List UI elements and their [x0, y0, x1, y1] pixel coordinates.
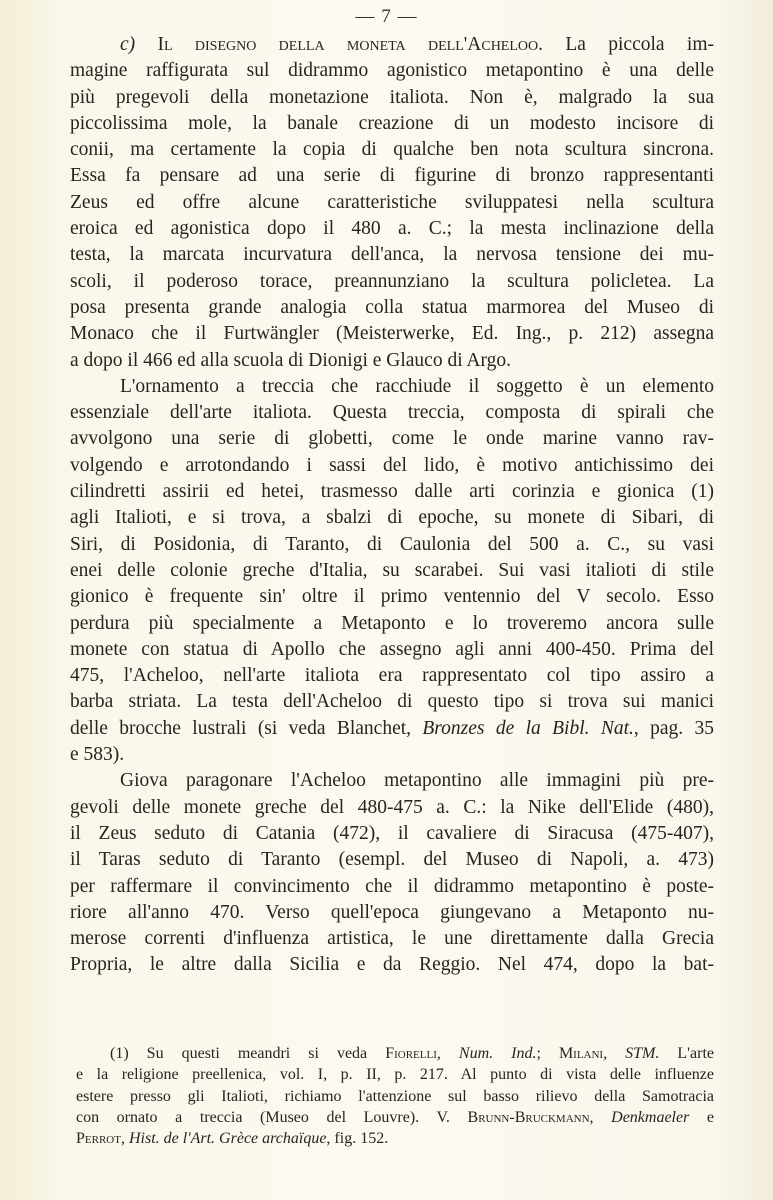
footnote-line-text: ,	[436, 1045, 459, 1062]
body-line-text: Essa fa pensare ad una serie di figurine di bronzo rappresentanti	[70, 165, 714, 187]
body-line-text: posa presenta grande analogia colla statua marmorea del Museo di	[70, 296, 714, 318]
body-line	[70, 85, 714, 111]
body-line	[70, 426, 714, 452]
footnote-line-text: ;	[536, 1045, 559, 1062]
body-line	[70, 111, 714, 137]
body-line	[70, 847, 714, 873]
body-line	[70, 348, 714, 374]
body-line	[70, 952, 714, 978]
footnote-line-text: ,	[589, 1108, 612, 1126]
body-line	[70, 505, 714, 531]
body-line	[70, 137, 714, 163]
body-line	[70, 58, 714, 84]
body-line-text: , pag. 35	[633, 717, 714, 739]
body-line	[70, 926, 714, 952]
body-line-text: scoli, il poderoso torace, preannunziano la scultura policletea. La	[70, 270, 714, 292]
body-line-text: delle brocche lustrali (si veda Blanchet,	[70, 717, 423, 739]
body-line-text: essenziale dell'arte italiota. Questa treccia, composta di spirali che	[70, 402, 714, 424]
body-line	[70, 716, 714, 742]
footnote-line-text: e	[689, 1108, 715, 1126]
body-line	[70, 768, 714, 794]
body-line-text: Zeus ed offre alcune caratteristiche sviluppatesi nella scultura	[70, 191, 714, 213]
body-line	[70, 611, 714, 637]
footnote-line	[76, 1043, 714, 1064]
body-line	[70, 821, 714, 847]
footnote-line-text: Perrot	[76, 1130, 121, 1148]
body-line-text: enei delle colonie greche d'Italia, su scarabei. Sui vasi italioti di stile	[70, 559, 714, 581]
body-line	[70, 874, 714, 900]
body-line	[70, 32, 714, 58]
footnote-line	[76, 1064, 714, 1085]
body-line	[70, 795, 714, 821]
footnote-line-text: e la religione preellenica, vol. I, p. II, p. 217. Al punto di vista delle influenze	[76, 1066, 714, 1084]
footnote-line-text: ,	[120, 1130, 129, 1148]
body-line-text: più pregevoli della monetazione italiota. Non è, malgrado la sua	[70, 86, 714, 108]
body-line-text: il Zeus seduto di Catania (472), il cavaliere di Siracusa (475-407),	[70, 822, 714, 844]
body-line-text: La piccola im-	[543, 34, 714, 55]
body-line-text: Siri, di Posidonia, di Taranto, di Caulonia del 500 a. C., su vasi	[70, 533, 714, 555]
footnote-line-text: (1) Su questi meandri si veda	[110, 1045, 386, 1062]
body-line-text: magine raffigurata sul didrammo agonistico metapontino è una delle	[70, 60, 714, 82]
footnote-line-text: L'arte	[659, 1045, 715, 1062]
footnote-line-text: con ornato a treccia (Museo del Louvre). V.	[76, 1108, 468, 1126]
body-line-text: a dopo il 466 ed alla scuola di Dionigi e Glauco di Argo.	[70, 349, 512, 371]
footnote-line-text: Milani	[558, 1045, 604, 1062]
footnote-line-text: Num. Ind.	[458, 1045, 537, 1062]
footnote-line-text: estere presso gli Italioti, richiamo l'attenzione sul basso rilievo della Samotracia	[76, 1087, 714, 1105]
footnote-line	[76, 1107, 714, 1128]
body-line	[70, 637, 714, 663]
body-line-text: eroica ed agonistica dopo il 480 a. C.; la mesta inclinazione della	[70, 218, 714, 240]
body-line-text: Giova paragonare l'Acheloo metapontino alle immagini più pre-	[120, 770, 714, 792]
footnote-line-text: , fig. 152.	[326, 1130, 389, 1148]
body-line	[70, 163, 714, 189]
body-line-text: piccolissima mole, la banale creazione di un modesto incisore di	[70, 112, 714, 134]
body-line-text: Monaco che il Furtwängler (Meisterwerke, Ed. Ing., p. 212) assegna	[70, 323, 714, 345]
body-line-text: volgendo e arrotondando i sassi del lido, è motivo antichissimo dei	[70, 454, 714, 476]
body-line-text: avvolgono una serie di globetti, come le onde marine vanno rav-	[70, 428, 714, 450]
body-line-text: riore all'anno 470. Verso quell'epoca giungevano a Metaponto nu-	[70, 901, 714, 923]
footnote-line-text: ,	[603, 1045, 626, 1062]
body-line	[70, 269, 714, 295]
body-line-text: Propria, le altre dalla Sicilia e da Reggio. Nel 474, dopo la bat-	[70, 954, 714, 976]
body-line	[70, 689, 714, 715]
body-line-text: gionico è frequente sin' oltre il primo ventennio del V secolo. Esso	[70, 586, 714, 608]
body-line-text: per raffermare il convincimento che il didrammo metapontino è poste-	[70, 875, 714, 897]
body-line	[70, 453, 714, 479]
body-line	[70, 400, 714, 426]
footnote-line	[76, 1128, 714, 1149]
body-line	[70, 663, 714, 689]
footnote-line-text: Hist. de l'Art. Grèce archaïque	[128, 1130, 327, 1148]
footnote-line-text: STM.	[625, 1045, 660, 1062]
footnote-line-text: Brunn-Bruckmann	[467, 1108, 590, 1126]
body-line-text: gevoli delle monete greche del 480-475 a. C.: la Nike dell'Elide (480),	[70, 796, 714, 818]
body-line-text: Il disegno della moneta dell'Acheloo.	[157, 34, 544, 55]
body-line	[70, 900, 714, 926]
footnote-line	[76, 1086, 714, 1107]
body-line-text: perdura più specialmente a Metaponto e lo troveremo ancora sulle	[70, 612, 714, 634]
body-line	[70, 374, 714, 400]
body-line-text: agli Italioti, e si trova, a sbalzi di epoche, su monete di Sibari, di	[70, 507, 714, 529]
body-text	[70, 32, 714, 979]
body-line	[70, 584, 714, 610]
body-line	[70, 190, 714, 216]
body-line-text: il Taras seduto di Taranto (esempl. del Museo di Napoli, a. 473)	[70, 849, 714, 871]
footnote-line-text: Fiorelli	[385, 1045, 437, 1062]
footnote-line-text: Denkmaeler	[611, 1108, 690, 1126]
body-line-text: 475, l'Acheloo, nell'arte italiota era rappresentato col tipo assiro a	[70, 665, 714, 687]
body-line-text: e 583).	[70, 744, 125, 766]
body-line-text: c)	[120, 34, 158, 55]
body-line	[70, 742, 714, 768]
body-line	[70, 295, 714, 321]
body-line-text: cilindretti assirii ed hetei, trasmesso dalle arti corinzia e gionica (1)	[70, 481, 714, 503]
body-line-text: monete con statua di Apollo che assegno agli anni 400-450. Prima del	[70, 638, 714, 660]
body-line-text: barba striata. La testa dell'Acheloo di questo tipo si trova sui manici	[70, 691, 714, 713]
body-line-text: testa, la marcata incurvatura dell'anca, la nervosa tensione dei mu-	[70, 244, 714, 266]
body-line-text: L'ornamento a treccia che racchiude il soggetto è un elemento	[120, 375, 714, 397]
body-line-text: conii, ma certamente la copia di qualche ben nota scultura sincrona.	[70, 139, 714, 161]
body-line	[70, 321, 714, 347]
body-line	[70, 532, 714, 558]
body-line	[70, 242, 714, 268]
body-line	[70, 479, 714, 505]
body-line-text: Bronzes de la Bibl. Nat.	[422, 717, 634, 739]
body-line	[70, 558, 714, 584]
body-line	[70, 216, 714, 242]
page-number: — 7 —	[355, 6, 418, 27]
body-line-text: merose correnti d'influenza artistica, le une direttamente dalla Grecia	[70, 928, 714, 950]
footnote	[76, 1043, 714, 1149]
